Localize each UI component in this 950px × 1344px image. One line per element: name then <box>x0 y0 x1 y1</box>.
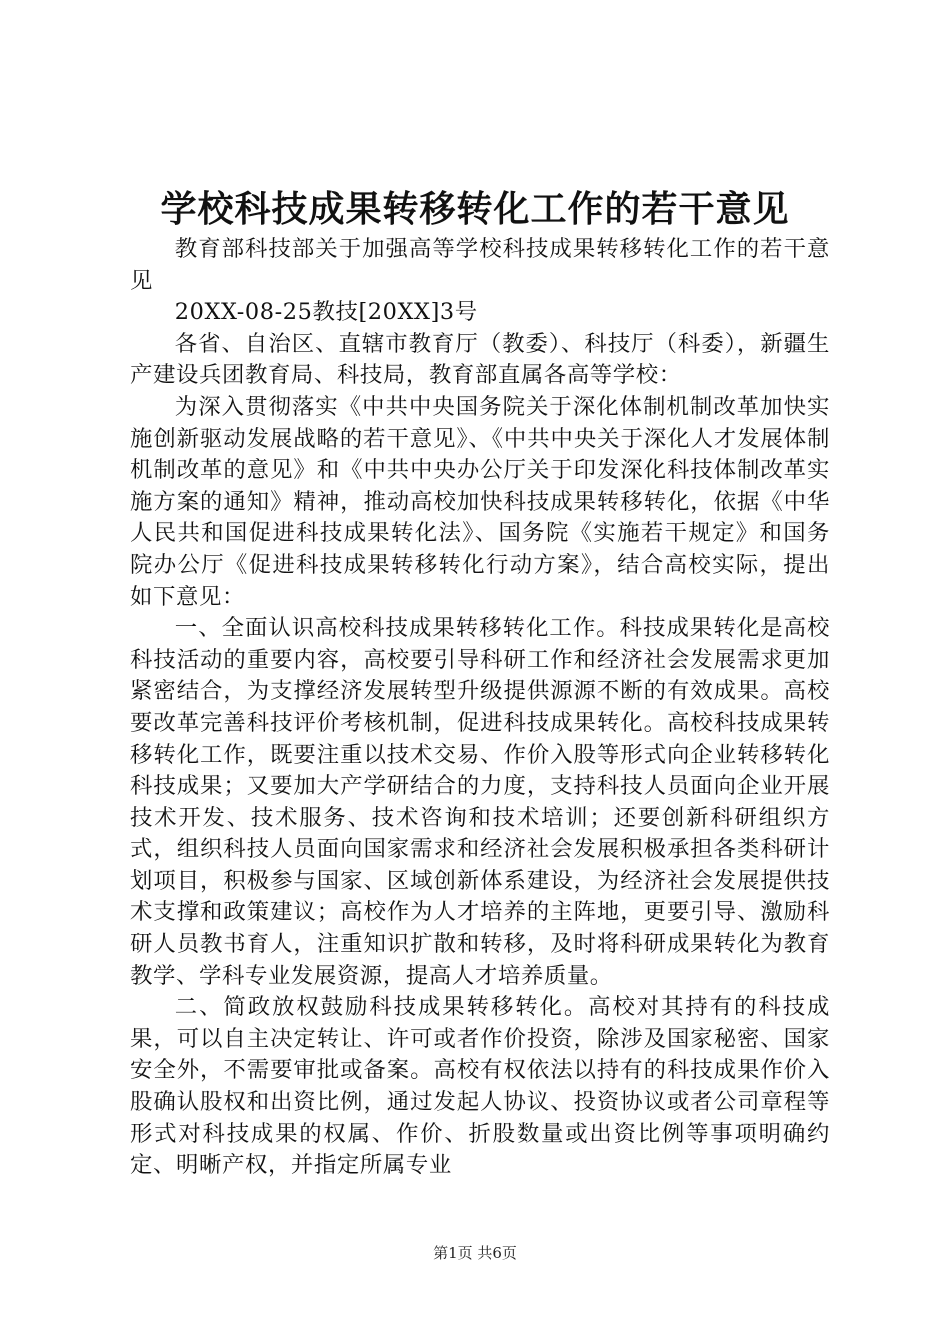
addressee-paragraph: 各省、自治区、直辖市教育厅（教委）、科技厅（科委），新疆生产建设兵团教育局、科技局，教育部直属各高等学校： <box>130 330 830 389</box>
document-title: 学校科技成果转移转化工作的若干意见 <box>160 188 790 230</box>
section-one-paragraph: 一、全面认识高校科技成果转移转化工作。科技成果转化是高校科技活动的重要内容，高校要引导科研工作和经济社会发展需求更加紧密结合，为支撑经济发展转型升级提供源源不断的有效成果。高校要改革完善科技评价考核机制，促进科技成果转化。高校科技成果转移转化工作，既要注重以技术交易、作价入股等形式向企业转移转化科技成果；又要加大产学研结合的力度，支持科技人员面向企业开展技术开发、技术服务、技术咨询和技术培训；还要创新科研组织方式，组织科技人员面向国家需求和经济社会发展积极承担各类科研计划项目，积极参与国家、区域创新体系建设，为经济社会发展提供技术支撑和政策建议；高校作为人才培养的主阵地，更要引导、激励科研人员教书育人，注重知识扩散和转移，及时将科研成果转化为教育教学、学科专业发展资源，提高人才培养质量。 <box>130 615 830 989</box>
page-footer: 第1页 共6页 <box>433 1244 517 1262</box>
date-reference-paragraph: 20XX-08-25教技[20XX]3号 <box>174 299 478 326</box>
section-two-paragraph: 二、简政放权鼓励科技成果转移转化。高校对其持有的科技成果，可以自主决定转让、许可或者作价投资，除涉及国家秘密、国家安全外，不需要审批或备案。高校有权依法以持有的科技成果作价入股确认股权和出资比例，通过发起人协议、投资协议或者公司章程等形式对科技成果的权属、作价、折股数量或出资比例等事项明确约定、明晰产权，并指定所属专业 <box>130 994 830 1179</box>
document-body <box>130 234 830 1182</box>
subtitle-paragraph: 教育部科技部关于加强高等学校科技成果转移转化工作的若干意见 <box>130 236 830 294</box>
preamble-paragraph: 为深入贯彻落实《中共中央国务院关于深化体制机制改革加快实施创新驱动发展战略的若干意见》、《中共中央关于深化人才发展体制机制改革的意见》和《中共中央办公厅关于印发深化科技体制改革实施方案的通知》精神，推动高校加快科技成果转移转化，依据《中华人民共和国促进科技成果转化法》、国务院《实施若干规定》和国务院办公厅《促进科技成果转移转化行动方案》，结合高校实际，提出如下意见： <box>130 393 830 610</box>
